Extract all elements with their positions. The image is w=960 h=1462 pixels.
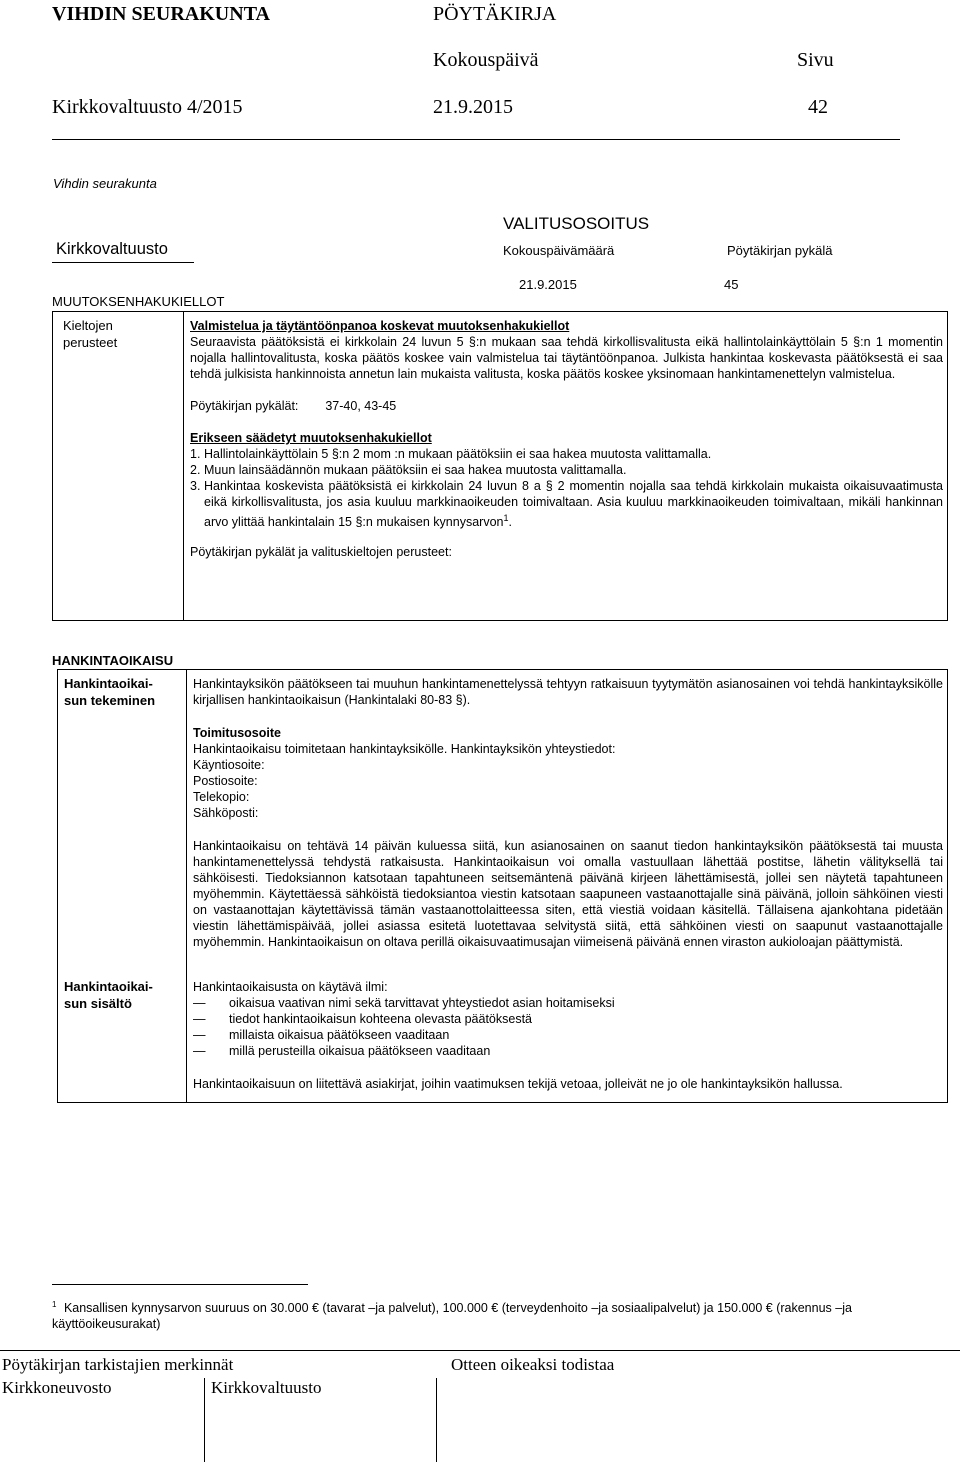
header-page-label: Sivu bbox=[797, 49, 834, 71]
form-section: 45 bbox=[724, 277, 739, 292]
muutos-item-1-num: 1. bbox=[190, 447, 201, 461]
hankinta-col-divider bbox=[186, 670, 187, 1102]
hankinta-heading: HANKINTAOIKAISU bbox=[52, 653, 174, 668]
header-rule bbox=[52, 139, 900, 140]
muutos-item-1 bbox=[190, 446, 943, 462]
muutos-left-label-line1: Kieltojen bbox=[63, 318, 113, 333]
hankinta-contact-post: Postiosoite: bbox=[193, 774, 258, 788]
muutos-subtitle: Erikseen säädetyt muutoksenhakukiellot bbox=[190, 431, 432, 445]
hankinta-content-item: — millä perusteilla oikaisua päätökseen vaaditaan bbox=[193, 1044, 491, 1058]
header-org: VIHDIN SEURAKUNTA bbox=[52, 3, 270, 25]
hankinta-toim-title: Toimitusosoite bbox=[193, 726, 281, 740]
hankinta-content-item: — oikaisua vaativan nimi sekä tarvittavat yhteystiedot asian hoitamiseksi bbox=[193, 996, 615, 1010]
hankinta-contact-email: Sähköposti: bbox=[193, 806, 259, 820]
hankinta-contact-visit: Käyntiosoite: bbox=[193, 758, 265, 772]
footer-divider-2 bbox=[436, 1378, 437, 1462]
hankinta-row1-label-line1: Hankintaoikai- bbox=[64, 676, 153, 691]
form-date: 21.9.2015 bbox=[519, 277, 577, 292]
muutos-item-3 bbox=[190, 478, 943, 530]
muutos-closing: Pöytäkirjan pykälät ja valituskieltojen perusteet: bbox=[190, 545, 452, 560]
header-page-number: 42 bbox=[808, 96, 828, 118]
footer-divider-1 bbox=[204, 1378, 205, 1462]
muutos-left-label bbox=[63, 318, 117, 351]
hankinta-row2-label bbox=[64, 979, 153, 1012]
footnote-mark: 1 bbox=[52, 1300, 57, 1309]
muutos-item-2-num: 2. bbox=[190, 463, 201, 477]
hankinta-content-item-4: millä perusteilla oikaisua päätökseen vaaditaan bbox=[229, 1044, 491, 1058]
muutos-item-2 bbox=[190, 462, 943, 478]
muutos-sections-line bbox=[190, 398, 943, 414]
muutos-heading: MUUTOKSENHAKUKIELLOT bbox=[52, 294, 225, 309]
footer-rule bbox=[0, 1350, 960, 1351]
form-section-label: Pöytäkirjan pykälä bbox=[727, 243, 833, 258]
hankinta-deadline-paragraph: Hankintaoikaisu on tehtävä 14 päivän kuluessa siitä, kun asianosainen on saanut tiedon hankintayksikön päätöksestä tai muusta hankintamenettelyssä tehdystä ratkaisusta. Hankintaoikaisun voi omalla vastuullaan lähettää postitse, lähetin välityksellä tai sähköisesti. Tiedoksiannon katsotaan tapahtuneen seitsemäntenä päivänä kirjeen lähettämisestä, jollei sen näytetä tapahtuneen myöhemmin. Käytettäessä sähköistä tiedoksiantoa viestin katsotaan saapuneen vastaanottajalle sinä päivänä, jolloin sähköinen viesti on vastaanottajan käytettävissä tämän vastaanottolaitteessa siten, että viestiä voidaan käsitellä. Tällaisena ajankohtana pidetään viestin lähettämispäivää, jollei asiassa esitetä luotettavaa selvitystä siitä, että sähköinen viesti on saapunut vastaanottajalle myöhemmin. Hankintaoikaisun on oltava perillä oikaisuvaatimusajan viimeisenä päivänä ennen viraston aukioloajan päättymistä. bbox=[193, 839, 943, 949]
hankinta-content-intro: Hankintaoikaisusta on käytävä ilmi: bbox=[193, 980, 388, 994]
footnote-rule bbox=[52, 1284, 308, 1285]
muutos-paragraph: Seuraavista päätöksistä ei kirkkolain 24 luvun 5 §:n mukaan saa tehdä kirkollisvalitusta eikä hallintolainkäyttölain 5 §:n 1 momentin nojalla hallintovalitusta, koska päätös koskee vain valmistelua tai täytäntöönpanoa. Julkista hankintaa koskevasta päätöksestä ei saa tehdä julkisista hankinnoista annetun lain mukaista valitusta, koska päätös koskee yksinomaan hankintamenettelyn valmistelua. bbox=[190, 335, 943, 381]
muutos-title: Valmistelua ja täytäntöönpanoa koskevat muutoksenhakukiellot bbox=[190, 319, 570, 333]
muutos-left-label-line2: perusteet bbox=[63, 334, 118, 350]
muutos-content bbox=[190, 318, 943, 560]
footnote-text: Kansallisen kynnysarvon suuruus on 30.000 € (tavarat –ja palvelut), 100.000 € (terveydenhoito –ja sosiaalipalvelut) ja 150.000 € (rakennus –ja käyttöoikeusurakat) bbox=[52, 1301, 852, 1332]
form-body-underline bbox=[52, 262, 194, 263]
hankinta-content-item: — millaista oikaisua päätökseen vaaditaan bbox=[193, 1028, 450, 1042]
form-org: Vihdin seurakunta bbox=[53, 176, 157, 191]
muutos-item-3-num: 3. bbox=[190, 479, 201, 493]
hankinta-row1-label-line2: sun tekeminen bbox=[64, 692, 156, 708]
hankinta-content-item-2: tiedot hankintaoikaisun kohteena olevasta päätöksestä bbox=[229, 1012, 532, 1026]
form-title: VALITUSOSOITUS bbox=[503, 214, 650, 233]
hankinta-row2-label-line1: Hankintaoikai- bbox=[64, 979, 153, 994]
muutos-item-3-tail: . bbox=[508, 515, 512, 530]
muutos-sections-label: Pöytäkirjan pykälät: bbox=[190, 399, 299, 413]
muutos-sections-value: 37-40, 43-45 bbox=[325, 399, 397, 413]
header-date-label: Kokouspäivä bbox=[433, 49, 539, 71]
muutos-item-1-text: Hallintolainkäyttölain 5 §:n 2 mom :n mukaan päätöksiin ei saa hakea muutosta valittamalla. bbox=[204, 447, 712, 461]
hankinta-content-item-3: millaista oikaisua päätökseen vaaditaan bbox=[229, 1028, 450, 1042]
form-body: Kirkkovaltuusto bbox=[56, 240, 168, 258]
hankinta-row2-content bbox=[193, 979, 943, 1092]
muutos-item-3-text: Hankintaa koskevista päätöksistä ei kirkkolain 24 luvun 8 a § 2 momentin nojalla saa tehdä kirkkolain mukaista oikaisuvaatimusta eikä kirkollisvalitusta, jos asia kuuluu markkinaoikeuden toimivaltaan. Asia kuuluu markkinaoikeuden toimivaltaan, mikäli hankinnan arvo ylittää hankintalain 15 §:n mukaisen kynnysarvon bbox=[204, 479, 943, 530]
hankinta-contact-fax: Telekopio: bbox=[193, 790, 250, 804]
hankinta-content-item: — tiedot hankintaoikaisun kohteena olevasta päätöksestä bbox=[193, 1012, 532, 1026]
hankinta-toim-line: Hankintaoikaisu toimitetaan hankintayksikölle. Hankintayksikön yhteystiedot: bbox=[193, 742, 616, 756]
hankinta-row1-content bbox=[193, 676, 943, 950]
footer-col-kirkkoneuvosto: Kirkkoneuvosto bbox=[2, 1378, 112, 1397]
hankinta-row2-label-line2: sun sisältö bbox=[64, 995, 132, 1011]
footnote bbox=[52, 1297, 892, 1332]
header-body: Kirkkovaltuusto 4/2015 bbox=[52, 96, 243, 118]
hankinta-content-item-1: oikaisua vaativan nimi sekä tarvittavat yhteystiedot asian hoitamiseksi bbox=[229, 996, 615, 1010]
muutos-item-2-text: Muun lainsäädännön mukaan päätöksiin ei saa hakea muutosta valittamalla. bbox=[204, 463, 627, 477]
muutos-table bbox=[52, 311, 948, 621]
hankinta-attach-paragraph: Hankintaoikaisuun on liitettävä asiakirjat, joihin vaatimuksen tekijä vetoaa, jolleivät ne jo ole hankintayksikön hallussa. bbox=[193, 1077, 843, 1091]
footer-col-kirkkovaltuusto: Kirkkovaltuusto bbox=[211, 1378, 322, 1397]
hankinta-row1-paragraph: Hankintayksikön päätökseen tai muuhun hankintamenettelyssä tehtyyn ratkaisuun tyytymätön asianosainen voi tehdä hankintayksikölle kirjallisen hankintaoikaisun (Hankintalaki 80-83 §). bbox=[193, 677, 943, 707]
hankinta-table bbox=[57, 669, 948, 1103]
header-doc-type: PÖYTÄKIRJA bbox=[433, 3, 557, 25]
form-date-label: Kokouspäivämäärä bbox=[503, 243, 615, 258]
footnote-ref: 1 bbox=[503, 513, 509, 523]
hankinta-row1-label bbox=[64, 676, 155, 709]
header-date: 21.9.2015 bbox=[433, 96, 513, 118]
footer-right-title: Otteen oikeaksi todistaa bbox=[451, 1355, 615, 1374]
muutos-col-divider bbox=[183, 312, 184, 620]
footer-left-title: Pöytäkirjan tarkistajien merkinnät bbox=[2, 1355, 234, 1374]
